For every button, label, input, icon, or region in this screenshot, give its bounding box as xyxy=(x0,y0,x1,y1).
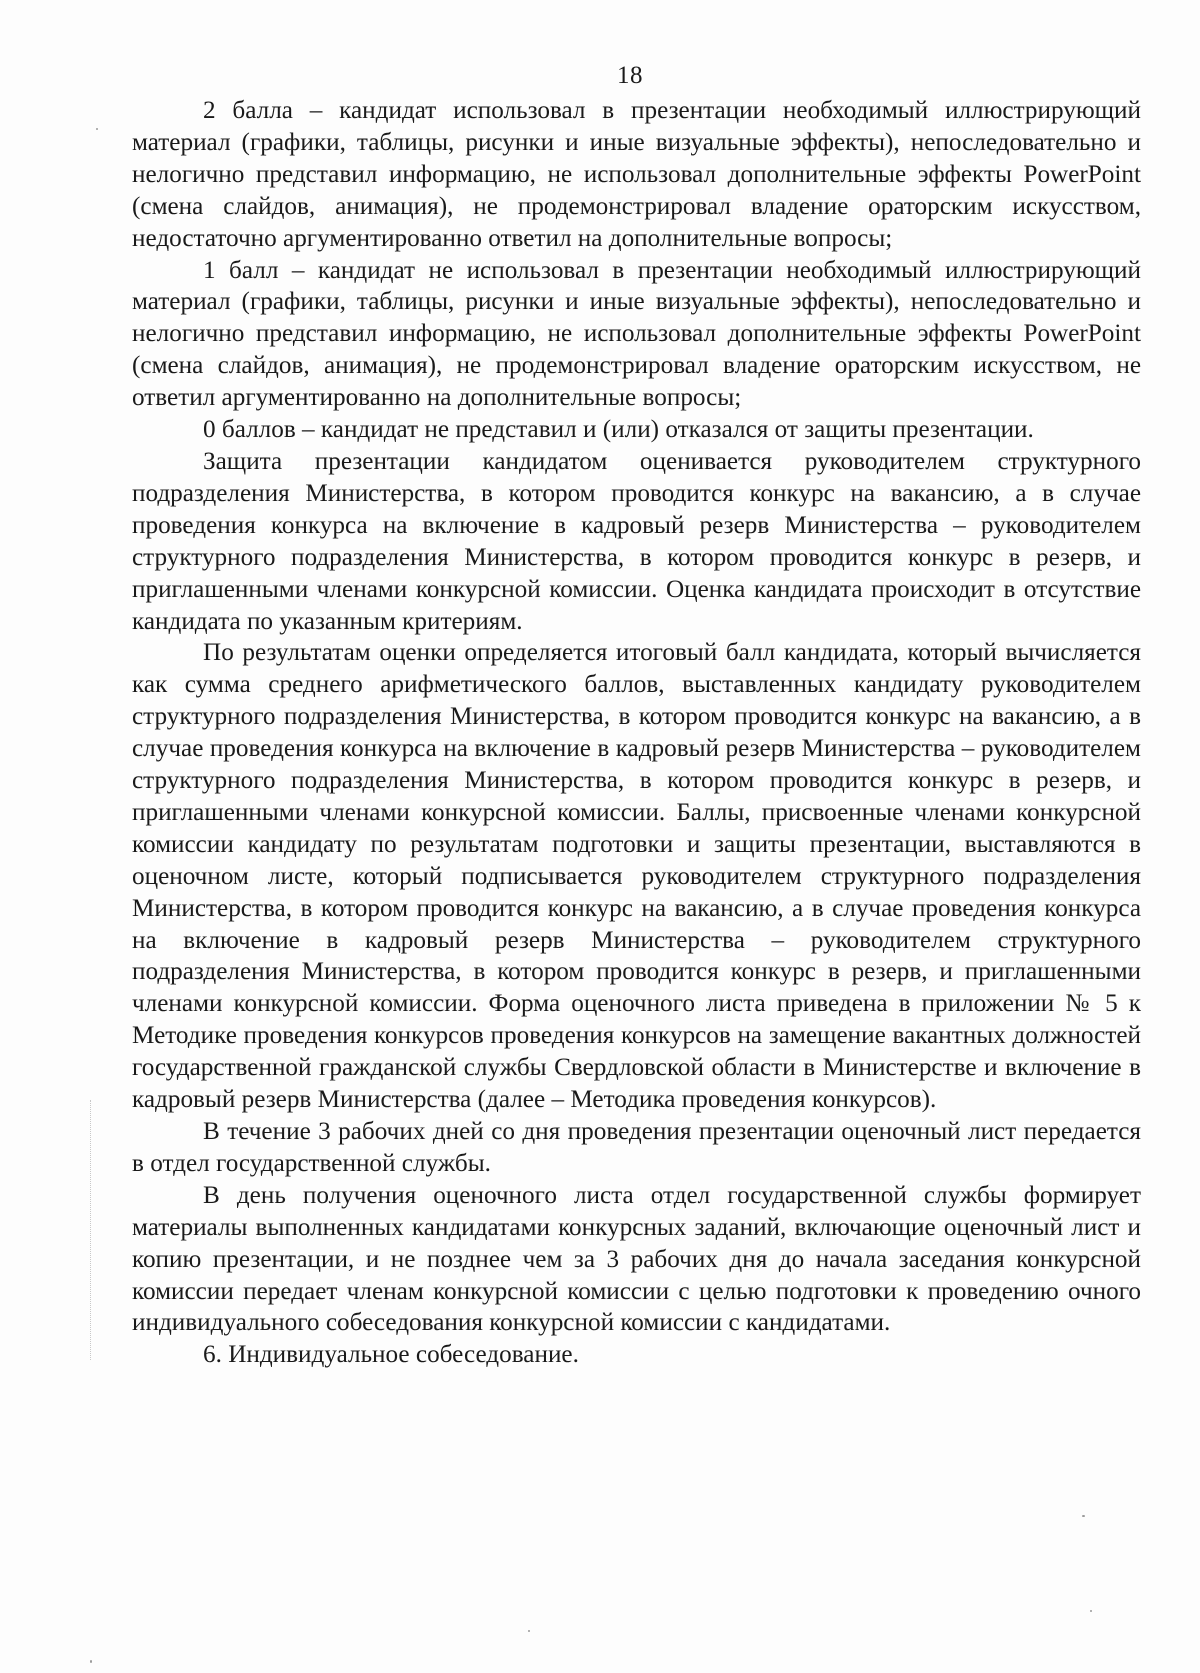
scan-speck xyxy=(96,128,98,130)
paragraph-score-2: 2 балла – кандидат использовал в презентации необходимый иллюстрирующий материал (графики, таблицы, рисунки и иные визуальные эффекты), непоследовательно и нелогично представил информацию, не использовал дополнительные эффекты PowerPoint (смена слайдов, анимация), не продемонстрировал владение ораторским искусством, недостаточно аргументированно ответил на дополнительные вопросы; xyxy=(132,97,1141,252)
scan-speck xyxy=(528,1630,530,1632)
paragraph-score-0: 0 баллов – кандидат не представил и (или) отказался от защиты презентации. xyxy=(203,416,1034,444)
paragraph-score-1: 1 балл – кандидат не использовал в презентации необходимый иллюстрирующий материал (графики, таблицы, рисунки и иные визуальные эффекты), непоследовательно и нелогично представил информацию, не использовал дополнительные эффекты PowerPoint (смена слайдов, анимация), не продемонстрировал владение ораторским искусством, не ответил аргументированно на дополнительные вопросы; xyxy=(132,256,1141,412)
scan-speck xyxy=(90,1660,92,1663)
paragraph-evaluation-sheet-transfer: В течение 3 рабочих дней со дня проведения презентации оценочный лист передается в отдел государственной службы. xyxy=(132,1118,1141,1177)
paragraph-materials-formation: В день получения оценочного листа отдел государственной службы формирует материалы выполненных кандидатами конкурсных заданий, включающие оценочный лист и копию презентации, и не позднее чем за 3 рабочих дня до начала заседания конкурсной комиссии передает членам конкурсной комиссии с целью подготовки к проведению очного индивидуального собеседования конкурсной комиссии с кандидатами. xyxy=(132,1181,1141,1337)
scan-margin-artifact xyxy=(90,1100,92,1360)
scan-speck xyxy=(1082,1515,1085,1517)
page-number: 18 xyxy=(617,62,643,89)
paragraph-presentation-defense: Защита презентации кандидатом оценивается руководителем структурного подразделения Министерства, в котором проводится конкурс на вакансию, а в случае проведения конкурса на включение в кадровый резерв Министерства – руководителем структурного подразделения Министерства, в котором проводится конкурс в резерв, и приглашенными членами конкурсной комиссии. Оценка кандидата происходит в отсутствие кандидата по указанным критериям. xyxy=(132,447,1141,635)
paragraph-evaluation-results: По результатам оценки определяется итоговый балл кандидата, который вычисляется как сумма среднего арифметического баллов, выставленных кандидату руководителем структурного подразделения Министерства, в котором проводится конкурс на вакансию, а в случае проведения конкурса на включение в кадровый резерв Министерства – руководителем структурного подразделения Министерства, в котором проводится конкурс в резерв, и приглашенными членами конкурсной комиссии. Баллы, присвоенные членами конкурсной комиссии кандидату по результатам подготовки и защиты презентации, выставляются в оценочном листе, который подписывается руководителем структурного подразделения Министерства, в котором проводится конкурс на вакансию, а в случае проведения конкурса на включение в кадровый резерв Министерства – руководителем структурного подразделения Министерства, в котором проводится конкурс в резерв, и приглашенными членами конкурсной комиссии. Форма оценочного листа приведена в приложении № 5 к Методике проведения конкурсов проведения конкурсов на замещение вакантных должностей государственной гражданской службы Свердловской области в Министерстве и включение в кадровый резерв Министерства (далее – Методика проведения конкурсов). xyxy=(132,639,1141,1114)
scan-speck xyxy=(1090,1610,1092,1612)
section-heading-interview: 6. Индивидуальное собеседование. xyxy=(203,1341,579,1369)
document-body xyxy=(132,95,1141,1371)
